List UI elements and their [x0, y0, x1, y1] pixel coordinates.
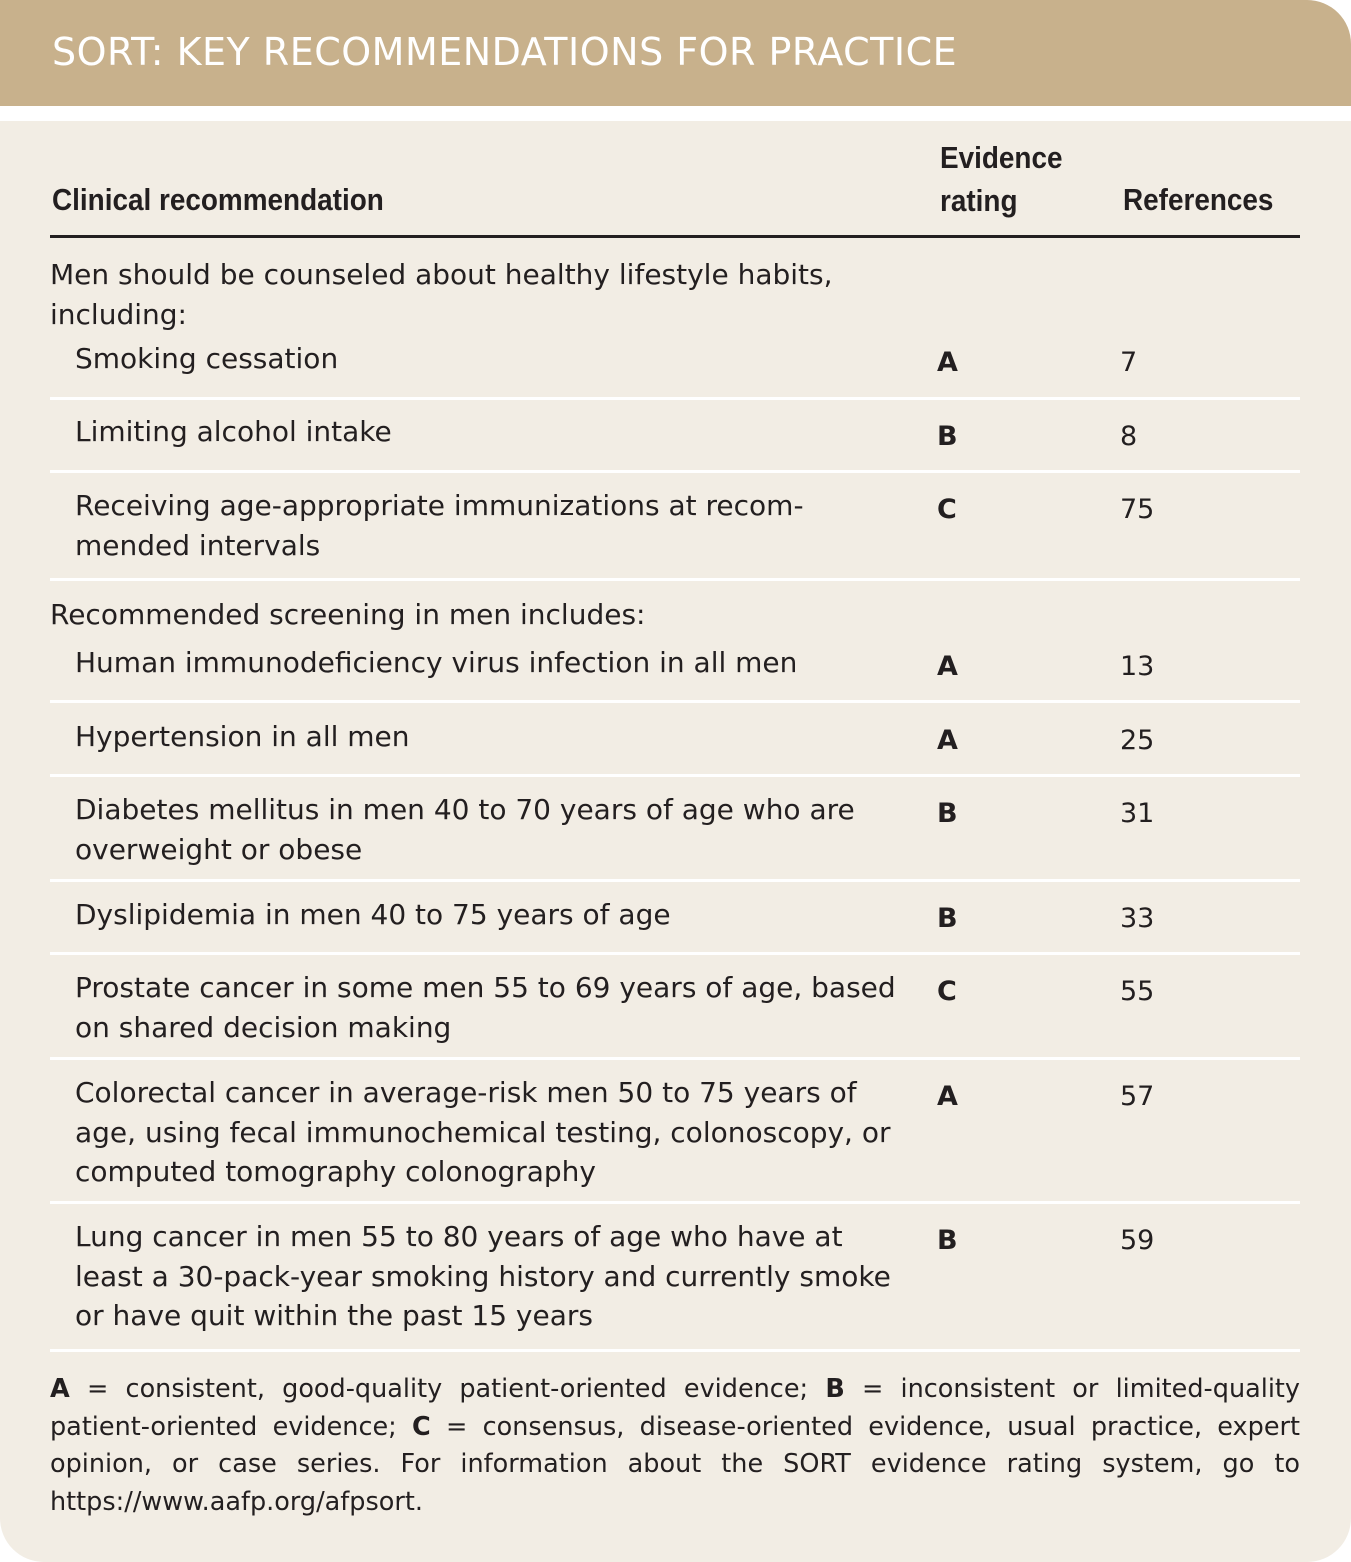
row-divider — [50, 397, 1300, 400]
evidence-rating: A — [937, 347, 958, 378]
recommendation-text: Prostate cancer in some men 55 to 69 years of age, based on shared decision making — [75, 971, 896, 1044]
recommendation-text: Smoking cessation — [75, 342, 339, 375]
footnote-key-b: B — [825, 1374, 845, 1404]
recommendation-text: Receiving age-appropriate immunizations at recom-mended intervals — [75, 489, 804, 562]
group-label: Men should be counseled about healthy lifestyle habits, including: — [50, 258, 833, 331]
reference-number: 25 — [1120, 725, 1155, 756]
evidence-rating: A — [937, 725, 958, 756]
evidence-rating: B — [937, 903, 958, 934]
recommendation-text: Lung cancer in men 55 to 80 years of age who have at least a 30-pack-year smoking history and currently smoke or have quit within the past 15 years — [75, 1220, 891, 1332]
row-divider — [50, 1349, 1300, 1352]
evidence-rating: A — [937, 1081, 958, 1112]
footnote-key-c: C — [412, 1411, 431, 1442]
recommendation-text: Dyslipidemia in men 40 to 75 years of age — [75, 898, 671, 931]
header-rule — [50, 235, 1300, 238]
evidence-rating: B — [937, 798, 958, 829]
card-title: SORT: KEY RECOMMENDATIONS FOR PRACTICE — [52, 30, 958, 74]
reference-number: 57 — [1120, 1081, 1155, 1112]
evidence-footnote — [50, 1371, 1300, 1521]
reference-number: 55 — [1120, 976, 1155, 1007]
row-divider — [50, 879, 1300, 882]
row-divider — [50, 578, 1300, 581]
footnote-text-c: = consensus, disease-oriented evidence, usual practice, expert opinion, or case series. For information about the SORT evidence rating system, go to https://www.aafp.org/afpsort. — [50, 1411, 1300, 1517]
column-header-evidence-rating — [940, 136, 1102, 222]
reference-number: 75 — [1120, 494, 1155, 525]
row-divider — [50, 1057, 1300, 1060]
row-divider — [50, 470, 1300, 473]
reference-number: 7 — [1120, 347, 1138, 378]
evidence-rating: A — [937, 651, 958, 682]
column-header-evidence-line1: Evidence — [940, 140, 1063, 175]
reference-number: 31 — [1120, 798, 1155, 829]
recommendation-text: Diabetes mellitus in men 40 to 70 years of age who are overweight or obese — [75, 793, 855, 866]
reference-number: 33 — [1120, 903, 1155, 934]
reference-number: 13 — [1120, 651, 1155, 682]
footnote-text-b: = inconsistent or limited-quality patient-oriented evidence; — [50, 1374, 1300, 1442]
footnote-text-a: = consistent, good-quality patient-oriented evidence; — [69, 1374, 826, 1404]
row-divider — [50, 1201, 1300, 1204]
header-separator — [0, 106, 1351, 121]
footnote-key-a: A — [50, 1374, 70, 1404]
card-header — [0, 0, 1351, 106]
evidence-rating: C — [937, 494, 957, 525]
recommendation-text: Colorectal cancer in average-risk men 50 to 75 years of age, using fecal immunochemical testing, colonoscopy, or computed tomography colonography — [75, 1076, 891, 1188]
reference-number: 59 — [1120, 1225, 1155, 1256]
recommendation-text: Hypertension in all men — [75, 720, 410, 753]
column-header-recommendation: Clinical recommendation — [52, 182, 384, 217]
group-label: Recommended screening in men includes: — [50, 598, 646, 631]
column-header-evidence-line2: rating — [940, 183, 1018, 218]
reference-number: 8 — [1120, 421, 1138, 452]
evidence-rating: B — [937, 1225, 958, 1256]
row-divider — [50, 700, 1300, 703]
row-divider — [50, 774, 1300, 777]
recommendation-text: Limiting alcohol intake — [75, 415, 392, 448]
evidence-rating: B — [937, 421, 958, 452]
column-header-references: References — [1123, 182, 1274, 217]
evidence-rating: C — [937, 976, 957, 1007]
row-divider — [50, 952, 1300, 955]
recommendation-text: Human immunodeficiency virus infection in all men — [75, 646, 798, 679]
